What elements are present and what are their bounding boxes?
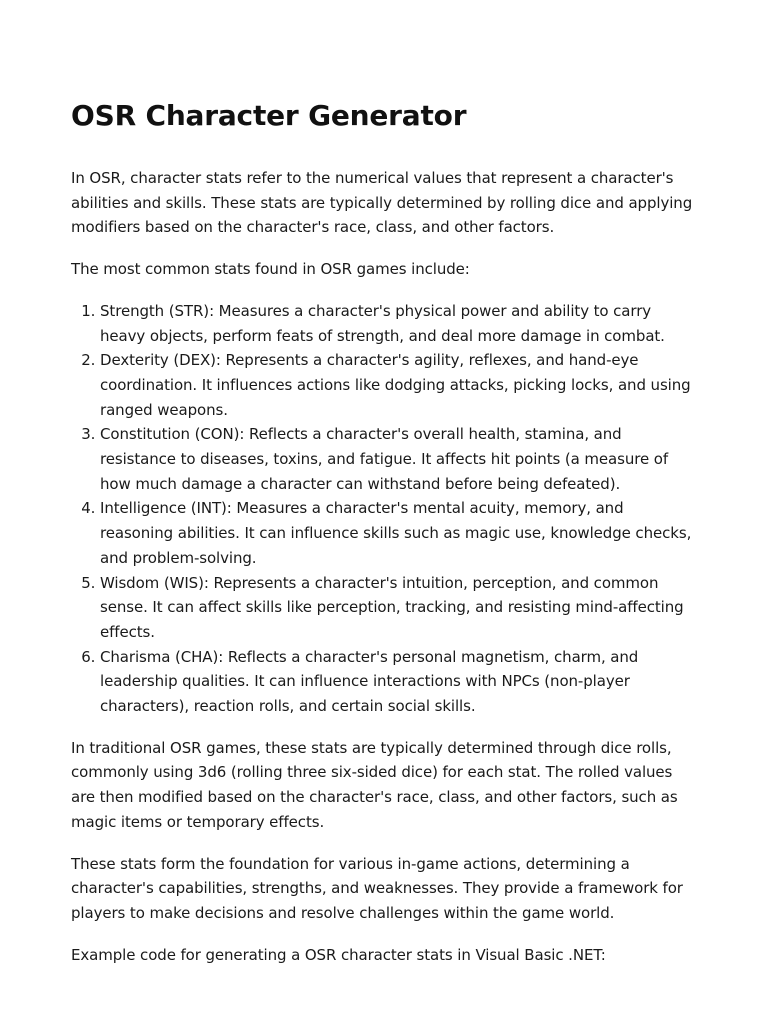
list-item: 4. Intelligence (INT): Measures a character's mental acuity, memory, and reasoning abilities. It can influence skills such as magic use, knowledge checks, and problem-solving. bbox=[100, 496, 699, 570]
intro-paragraph: In OSR, character stats refer to the numerical values that represent a character's abilities and skills. These stats are typically determined by rolling dice and applying modifiers based on the character's race, class, and other factors. bbox=[71, 169, 693, 237]
list-item: 1. Strength (STR): Measures a character's physical power and ability to carry heavy objects, perform feats of strength, and deal more damage in combat. bbox=[100, 299, 699, 348]
list-item: 3. Constitution (CON): Reflects a character's overall health, stamina, and resistance to diseases, toxins, and fatigue. It affects hit points (a measure of how much damage a character can withstand before being defeated). bbox=[100, 422, 699, 496]
list-item: 5. Wisdom (WIS): Represents a character's intuition, perception, and common sense. It can affect skills like perception, tracking, and resisting mind-affecting effects. bbox=[100, 571, 699, 645]
list-item: 2. Dexterity (DEX): Represents a character's agility, reflexes, and hand-eye coordination. It influences actions like dodging attacks, picking locks, and using ranged weapons. bbox=[100, 348, 699, 422]
page-title: OSR Character Generator bbox=[71, 99, 467, 132]
document-page bbox=[71, 96, 699, 984]
list-item: 6. Charisma (CHA): Reflects a character's personal magnetism, charm, and leadership qualities. It can influence interactions with NPCs (non-player characters), reaction rolls, and certain social skills. bbox=[100, 645, 699, 719]
stats-list bbox=[71, 299, 699, 719]
dice-paragraph: In traditional OSR games, these stats are typically determined through dice rolls, commonly using 3d6 (rolling three six-sided dice) for each stat. The rolled values are then modified based on the character's race, class, and other factors, such as magic items or temporary effects. bbox=[71, 738, 678, 831]
code-intro-paragraph: Example code for generating a OSR character stats in Visual Basic .NET: bbox=[71, 945, 606, 964]
foundation-paragraph: These stats form the foundation for various in-game actions, determining a character's capabilities, strengths, and weaknesses. They provide a framework for players to make decisions and resolve challenges within the game world. bbox=[71, 854, 683, 922]
list-intro-paragraph: The most common stats found in OSR games include: bbox=[71, 260, 470, 279]
